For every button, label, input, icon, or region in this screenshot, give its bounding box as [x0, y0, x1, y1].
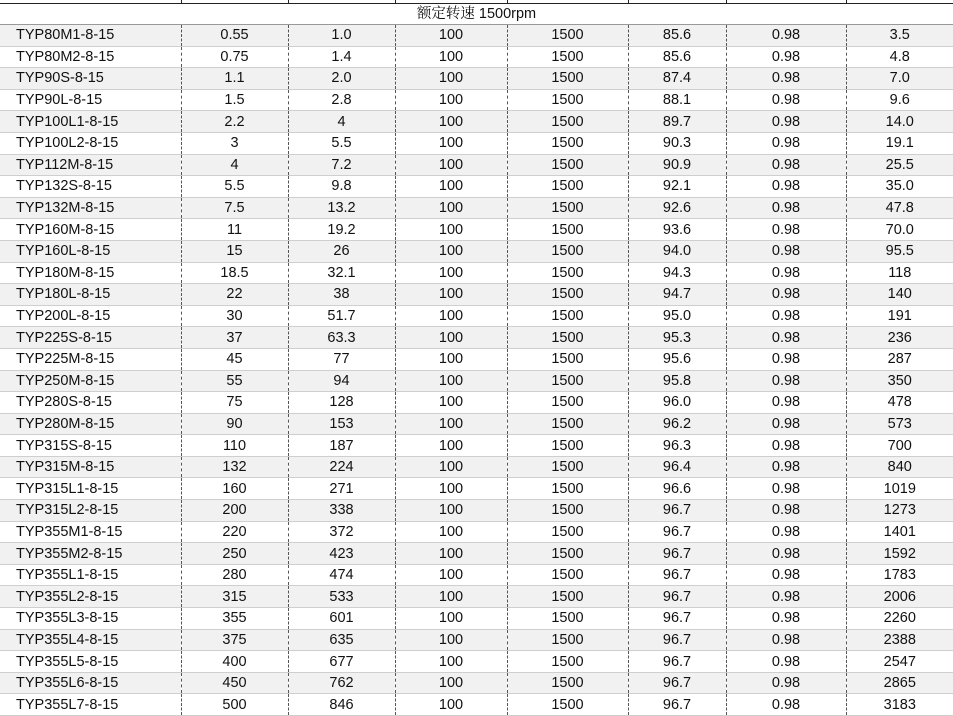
value-cell: 2388	[846, 629, 953, 651]
model-cell: TYP355L6-8-15	[0, 672, 181, 694]
model-cell: TYP80M2-8-15	[0, 46, 181, 68]
value-cell: 95.0	[628, 305, 726, 327]
model-cell: TYP315L1-8-15	[0, 478, 181, 500]
value-cell: 96.4	[628, 456, 726, 478]
value-cell: 0.98	[726, 89, 846, 111]
table-caption-row	[0, 4, 953, 25]
value-cell: 63.3	[288, 327, 395, 349]
value-cell: 96.7	[628, 521, 726, 543]
model-cell: TYP280S-8-15	[0, 392, 181, 414]
model-cell: TYP315M-8-15	[0, 456, 181, 478]
value-cell: 30	[181, 305, 288, 327]
value-cell: 4	[181, 154, 288, 176]
model-cell: TYP225M-8-15	[0, 348, 181, 370]
value-cell: 220	[181, 521, 288, 543]
value-cell: 762	[288, 672, 395, 694]
value-cell: 100	[395, 694, 507, 716]
value-cell: 110	[181, 435, 288, 457]
value-cell: 93.6	[628, 219, 726, 241]
value-cell: 1500	[507, 89, 628, 111]
table-row	[0, 521, 953, 543]
value-cell: 191	[846, 305, 953, 327]
value-cell: 677	[288, 651, 395, 673]
table-row	[0, 111, 953, 133]
value-cell: 1592	[846, 543, 953, 565]
value-cell: 0.98	[726, 240, 846, 262]
value-cell: 1500	[507, 672, 628, 694]
value-cell: 14.0	[846, 111, 953, 133]
value-cell: 0.98	[726, 176, 846, 198]
value-cell: 35.0	[846, 176, 953, 198]
value-cell: 0.98	[726, 327, 846, 349]
value-cell: 0.98	[726, 284, 846, 306]
value-cell: 0.98	[726, 456, 846, 478]
value-cell: 96.7	[628, 586, 726, 608]
value-cell: 38	[288, 284, 395, 306]
value-cell: 100	[395, 651, 507, 673]
value-cell: 372	[288, 521, 395, 543]
value-cell: 1783	[846, 564, 953, 586]
value-cell: 1500	[507, 413, 628, 435]
model-cell: TYP100L1-8-15	[0, 111, 181, 133]
value-cell: 88.1	[628, 89, 726, 111]
value-cell: 0.98	[726, 348, 846, 370]
value-cell: 94.7	[628, 284, 726, 306]
value-cell: 315	[181, 586, 288, 608]
value-cell: 100	[395, 500, 507, 522]
table-row	[0, 176, 953, 198]
value-cell: 96.7	[628, 651, 726, 673]
value-cell: 1273	[846, 500, 953, 522]
value-cell: 92.6	[628, 197, 726, 219]
value-cell: 1401	[846, 521, 953, 543]
value-cell: 1500	[507, 154, 628, 176]
model-cell: TYP132S-8-15	[0, 176, 181, 198]
model-cell: TYP112M-8-15	[0, 154, 181, 176]
value-cell: 96.3	[628, 435, 726, 457]
value-cell: 19.1	[846, 132, 953, 154]
value-cell: 90.3	[628, 132, 726, 154]
value-cell: 100	[395, 25, 507, 47]
value-cell: 1.0	[288, 25, 395, 47]
value-cell: 0.55	[181, 25, 288, 47]
value-cell: 7.5	[181, 197, 288, 219]
value-cell: 2.0	[288, 68, 395, 90]
value-cell: 601	[288, 608, 395, 630]
table-row	[0, 25, 953, 47]
value-cell: 96.0	[628, 392, 726, 414]
value-cell: 100	[395, 543, 507, 565]
value-cell: 85.6	[628, 46, 726, 68]
model-cell: TYP100L2-8-15	[0, 132, 181, 154]
value-cell: 51.7	[288, 305, 395, 327]
value-cell: 1500	[507, 284, 628, 306]
value-cell: 100	[395, 46, 507, 68]
value-cell: 96.7	[628, 629, 726, 651]
value-cell: 100	[395, 456, 507, 478]
value-cell: 1500	[507, 262, 628, 284]
value-cell: 1019	[846, 478, 953, 500]
value-cell: 96.6	[628, 478, 726, 500]
value-cell: 0.98	[726, 629, 846, 651]
model-cell: TYP160M-8-15	[0, 219, 181, 241]
value-cell: 5.5	[181, 176, 288, 198]
value-cell: 7.2	[288, 154, 395, 176]
value-cell: 96.7	[628, 564, 726, 586]
value-cell: 94.3	[628, 262, 726, 284]
value-cell: 1500	[507, 240, 628, 262]
value-cell: 95.6	[628, 348, 726, 370]
model-cell: TYP355L2-8-15	[0, 586, 181, 608]
table-row	[0, 305, 953, 327]
value-cell: 0.98	[726, 521, 846, 543]
value-cell: 1500	[507, 370, 628, 392]
value-cell: 224	[288, 456, 395, 478]
value-cell: 1500	[507, 651, 628, 673]
table-row	[0, 586, 953, 608]
value-cell: 7.0	[846, 68, 953, 90]
value-cell: 100	[395, 154, 507, 176]
value-cell: 118	[846, 262, 953, 284]
value-cell: 1.1	[181, 68, 288, 90]
value-cell: 1500	[507, 456, 628, 478]
value-cell: 94	[288, 370, 395, 392]
model-cell: TYP355L7-8-15	[0, 694, 181, 716]
value-cell: 450	[181, 672, 288, 694]
value-cell: 1500	[507, 478, 628, 500]
model-cell: TYP160L-8-15	[0, 240, 181, 262]
table-row	[0, 262, 953, 284]
value-cell: 100	[395, 413, 507, 435]
model-cell: TYP80M1-8-15	[0, 25, 181, 47]
value-cell: 0.98	[726, 262, 846, 284]
value-cell: 4	[288, 111, 395, 133]
value-cell: 1.4	[288, 46, 395, 68]
value-cell: 1500	[507, 197, 628, 219]
model-cell: TYP225S-8-15	[0, 327, 181, 349]
value-cell: 1500	[507, 586, 628, 608]
table-row	[0, 694, 953, 716]
table-row	[0, 219, 953, 241]
motor-spec-table	[0, 4, 953, 716]
value-cell: 2.8	[288, 89, 395, 111]
value-cell: 400	[181, 651, 288, 673]
value-cell: 96.7	[628, 672, 726, 694]
value-cell: 0.98	[726, 197, 846, 219]
value-cell: 100	[395, 197, 507, 219]
value-cell: 0.98	[726, 564, 846, 586]
value-cell: 100	[395, 478, 507, 500]
value-cell: 2006	[846, 586, 953, 608]
value-cell: 100	[395, 111, 507, 133]
value-cell: 250	[181, 543, 288, 565]
table-row	[0, 392, 953, 414]
value-cell: 573	[846, 413, 953, 435]
model-cell: TYP180M-8-15	[0, 262, 181, 284]
value-cell: 0.98	[726, 68, 846, 90]
value-cell: 92.1	[628, 176, 726, 198]
table-row	[0, 413, 953, 435]
value-cell: 96.2	[628, 413, 726, 435]
model-cell: TYP355L1-8-15	[0, 564, 181, 586]
value-cell: 533	[288, 586, 395, 608]
value-cell: 187	[288, 435, 395, 457]
table-row	[0, 348, 953, 370]
value-cell: 13.2	[288, 197, 395, 219]
value-cell: 132	[181, 456, 288, 478]
value-cell: 0.98	[726, 46, 846, 68]
model-cell: TYP315L2-8-15	[0, 500, 181, 522]
table-row	[0, 435, 953, 457]
value-cell: 0.98	[726, 608, 846, 630]
value-cell: 0.98	[726, 132, 846, 154]
value-cell: 2865	[846, 672, 953, 694]
model-cell: TYP90L-8-15	[0, 89, 181, 111]
value-cell: 423	[288, 543, 395, 565]
value-cell: 18.5	[181, 262, 288, 284]
value-cell: 1500	[507, 305, 628, 327]
value-cell: 94.0	[628, 240, 726, 262]
value-cell: 0.98	[726, 413, 846, 435]
value-cell: 3	[181, 132, 288, 154]
value-cell: 0.98	[726, 305, 846, 327]
value-cell: 0.98	[726, 435, 846, 457]
value-cell: 47.8	[846, 197, 953, 219]
value-cell: 11	[181, 219, 288, 241]
value-cell: 100	[395, 392, 507, 414]
value-cell: 0.98	[726, 651, 846, 673]
table-row	[0, 197, 953, 219]
value-cell: 200	[181, 500, 288, 522]
value-cell: 45	[181, 348, 288, 370]
value-cell: 77	[288, 348, 395, 370]
model-cell: TYP355L3-8-15	[0, 608, 181, 630]
value-cell: 500	[181, 694, 288, 716]
value-cell: 0.98	[726, 25, 846, 47]
value-cell: 96.7	[628, 694, 726, 716]
value-cell: 9.8	[288, 176, 395, 198]
value-cell: 635	[288, 629, 395, 651]
value-cell: 100	[395, 68, 507, 90]
value-cell: 474	[288, 564, 395, 586]
value-cell: 1500	[507, 25, 628, 47]
value-cell: 100	[395, 305, 507, 327]
value-cell: 140	[846, 284, 953, 306]
table-row	[0, 132, 953, 154]
model-cell: TYP180L-8-15	[0, 284, 181, 306]
value-cell: 0.98	[726, 586, 846, 608]
value-cell: 100	[395, 435, 507, 457]
model-cell: TYP90S-8-15	[0, 68, 181, 90]
value-cell: 70.0	[846, 219, 953, 241]
model-cell: TYP355M2-8-15	[0, 543, 181, 565]
model-cell: TYP250M-8-15	[0, 370, 181, 392]
model-cell: TYP132M-8-15	[0, 197, 181, 219]
value-cell: 26	[288, 240, 395, 262]
value-cell: 0.98	[726, 500, 846, 522]
table-row	[0, 89, 953, 111]
value-cell: 128	[288, 392, 395, 414]
model-cell: TYP355L4-8-15	[0, 629, 181, 651]
value-cell: 153	[288, 413, 395, 435]
model-cell: TYP200L-8-15	[0, 305, 181, 327]
value-cell: 1500	[507, 392, 628, 414]
value-cell: 160	[181, 478, 288, 500]
value-cell: 1500	[507, 543, 628, 565]
table-row	[0, 370, 953, 392]
value-cell: 2260	[846, 608, 953, 630]
table-row	[0, 500, 953, 522]
table-row	[0, 154, 953, 176]
model-cell: TYP355L5-8-15	[0, 651, 181, 673]
value-cell: 100	[395, 327, 507, 349]
value-cell: 1500	[507, 46, 628, 68]
value-cell: 0.98	[726, 672, 846, 694]
value-cell: 95.5	[846, 240, 953, 262]
value-cell: 2547	[846, 651, 953, 673]
value-cell: 0.98	[726, 111, 846, 133]
value-cell: 1500	[507, 629, 628, 651]
value-cell: 89.7	[628, 111, 726, 133]
value-cell: 32.1	[288, 262, 395, 284]
model-cell: TYP355M1-8-15	[0, 521, 181, 543]
value-cell: 100	[395, 284, 507, 306]
value-cell: 100	[395, 89, 507, 111]
value-cell: 1500	[507, 132, 628, 154]
value-cell: 700	[846, 435, 953, 457]
header-rule	[0, 0, 953, 4]
value-cell: 1500	[507, 176, 628, 198]
value-cell: 1500	[507, 327, 628, 349]
value-cell: 1500	[507, 348, 628, 370]
table-row	[0, 672, 953, 694]
value-cell: 0.98	[726, 392, 846, 414]
value-cell: 0.98	[726, 694, 846, 716]
value-cell: 1500	[507, 694, 628, 716]
value-cell: 100	[395, 132, 507, 154]
value-cell: 3.5	[846, 25, 953, 47]
value-cell: 1500	[507, 608, 628, 630]
value-cell: 100	[395, 219, 507, 241]
value-cell: 96.7	[628, 543, 726, 565]
value-cell: 100	[395, 348, 507, 370]
value-cell: 287	[846, 348, 953, 370]
value-cell: 90	[181, 413, 288, 435]
value-cell: 2.2	[181, 111, 288, 133]
value-cell: 1.5	[181, 89, 288, 111]
value-cell: 100	[395, 262, 507, 284]
value-cell: 375	[181, 629, 288, 651]
value-cell: 0.98	[726, 543, 846, 565]
rated-speed-caption: 额定转速 1500rpm	[0, 4, 953, 25]
value-cell: 100	[395, 672, 507, 694]
value-cell: 350	[846, 370, 953, 392]
value-cell: 15	[181, 240, 288, 262]
value-cell: 25.5	[846, 154, 953, 176]
value-cell: 0.98	[726, 478, 846, 500]
model-cell: TYP280M-8-15	[0, 413, 181, 435]
value-cell: 846	[288, 694, 395, 716]
value-cell: 236	[846, 327, 953, 349]
value-cell: 840	[846, 456, 953, 478]
table-row	[0, 46, 953, 68]
value-cell: 55	[181, 370, 288, 392]
value-cell: 19.2	[288, 219, 395, 241]
value-cell: 96.7	[628, 500, 726, 522]
value-cell: 87.4	[628, 68, 726, 90]
table-row	[0, 327, 953, 349]
value-cell: 95.8	[628, 370, 726, 392]
value-cell: 100	[395, 586, 507, 608]
value-cell: 100	[395, 608, 507, 630]
table-row	[0, 284, 953, 306]
table-row	[0, 629, 953, 651]
value-cell: 478	[846, 392, 953, 414]
value-cell: 5.5	[288, 132, 395, 154]
value-cell: 0.98	[726, 219, 846, 241]
value-cell: 271	[288, 478, 395, 500]
value-cell: 100	[395, 176, 507, 198]
value-cell: 100	[395, 564, 507, 586]
value-cell: 85.6	[628, 25, 726, 47]
value-cell: 37	[181, 327, 288, 349]
value-cell: 100	[395, 521, 507, 543]
value-cell: 0.75	[181, 46, 288, 68]
value-cell: 100	[395, 629, 507, 651]
value-cell: 75	[181, 392, 288, 414]
table-row	[0, 478, 953, 500]
value-cell: 100	[395, 240, 507, 262]
value-cell: 280	[181, 564, 288, 586]
value-cell: 1500	[507, 521, 628, 543]
value-cell: 355	[181, 608, 288, 630]
value-cell: 1500	[507, 500, 628, 522]
table-row	[0, 608, 953, 630]
table-row	[0, 240, 953, 262]
value-cell: 3183	[846, 694, 953, 716]
value-cell: 90.9	[628, 154, 726, 176]
value-cell: 1500	[507, 219, 628, 241]
value-cell: 1500	[507, 564, 628, 586]
value-cell: 96.7	[628, 608, 726, 630]
table-row	[0, 68, 953, 90]
value-cell: 22	[181, 284, 288, 306]
table-row	[0, 564, 953, 586]
table-row	[0, 651, 953, 673]
value-cell: 100	[395, 370, 507, 392]
value-cell: 1500	[507, 68, 628, 90]
table-row	[0, 543, 953, 565]
value-cell: 0.98	[726, 154, 846, 176]
value-cell: 338	[288, 500, 395, 522]
value-cell: 1500	[507, 111, 628, 133]
value-cell: 0.98	[726, 370, 846, 392]
value-cell: 9.6	[846, 89, 953, 111]
value-cell: 1500	[507, 435, 628, 457]
value-cell: 4.8	[846, 46, 953, 68]
model-cell: TYP315S-8-15	[0, 435, 181, 457]
value-cell: 95.3	[628, 327, 726, 349]
table-row	[0, 456, 953, 478]
